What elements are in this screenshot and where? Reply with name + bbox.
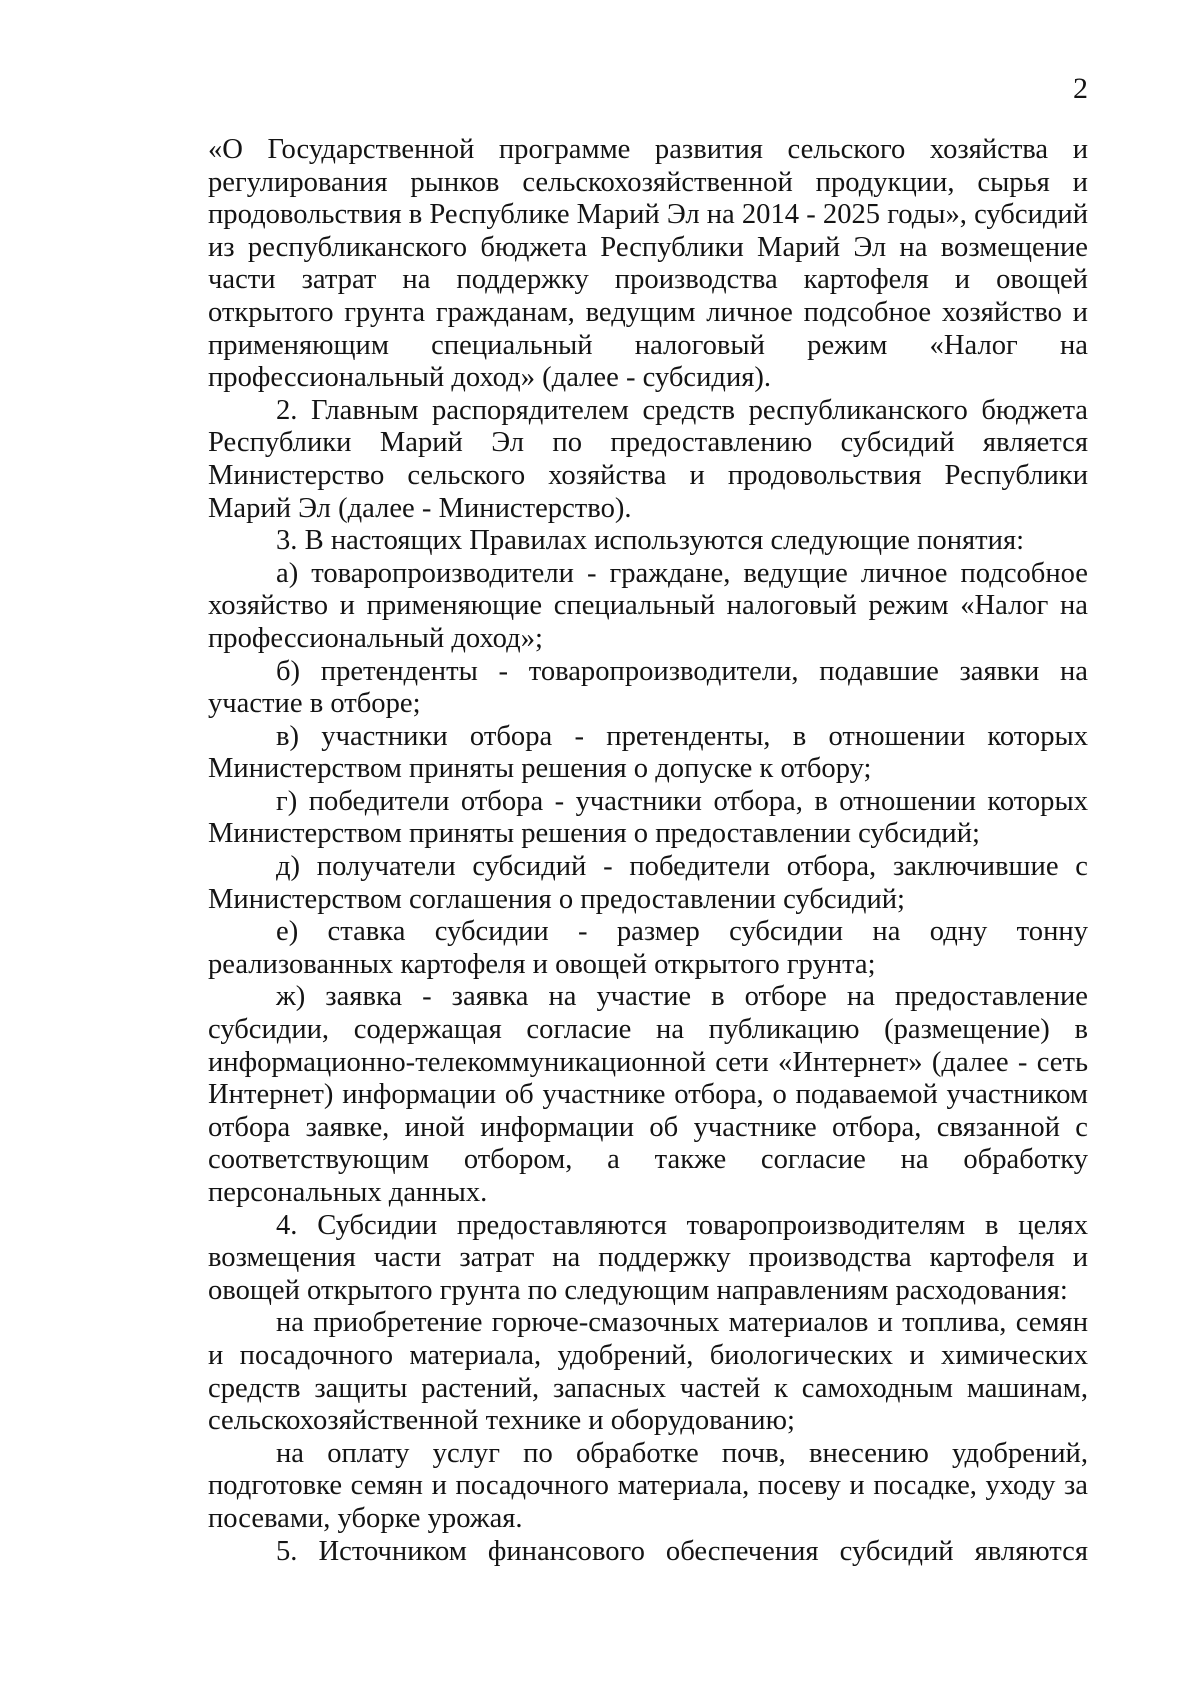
paragraph-item-3: 3. В настоящих Правилах используются следующие понятия: [276, 525, 1025, 557]
paragraph-item-3d: д) получатели субсидий - победители отбора, заключившие с Министерством соглашения о предоставлении субсидий; [208, 851, 1088, 915]
paragraph-item-3e: е) ставка субсидии - размер субсидии на одну тонну реализованных картофеля и овощей открытого грунта; [208, 916, 1088, 980]
paragraph-item-3a: а) товаропроизводители - граждане, ведущие личное подсобное хозяйство и применяющие специальный налоговый режим «Налог на профессиональный доход»; [208, 557, 1088, 654]
paragraph-item-2: 2. Главным распорядителем средств республиканского бюджета Республики Марий Эл по предоставлению субсидий является Министерство сельского хозяйства и продовольствия Республики Марий Эл (далее - Министерство). [208, 394, 1088, 524]
paragraph-item-3v: в) участники отбора - претенденты, в отношении которых Министерством приняты решения о допуске к отбору; [208, 720, 1088, 785]
paragraph-item-3zh: ж) заявка - заявка на участие в отборе на предоставление субсидии, содержащая согласие на публикацию (размещение) в информационно-телекоммуникационной сети «Интернет» (далее - сеть Интернет) информации об участнике отбора, о подаваемой участником отбора заявке, иной информации об участнике отбора, связанной с соответствующим отбором, а также согласие на обработку персональных данных. [208, 981, 1088, 1208]
paragraph-item-5: 5. Источником финансового обеспечения субсидий являются [276, 1535, 1088, 1567]
page-number: 2 [1073, 72, 1088, 105]
paragraph-item-4-services: на оплату услуг по обработке почв, внесению удобрений, подготовке семян и посадочного материала, посеву и посадке, уходу за посевами, уборке урожая. [208, 1437, 1088, 1534]
paragraph-item-3g: г) победители отбора - участники отбора, в отношении которых Министерством приняты решения о предоставлении субсидий; [208, 785, 1088, 850]
paragraph-program-continuation: «О Государственной программе развития сельского хозяйства и регулирования рынков сельскохозяйственной продукции, сырья и продовольствия в Республике Марий Эл на 2014 - 2025 годы», субсидий из республиканского бюджета Республики Марий Эл на возмещение части затрат на поддержку производства картофеля и овощей открытого грунта гражданам, ведущим личное подсобное хозяйство и применяющим специальный налоговый режим «Налог на профессиональный доход» (далее - субсидия). [208, 134, 1088, 394]
paragraph-item-4-purchase: на приобретение горюче-смазочных материалов и топлива, семян и посадочного материала, удобрений, биологических и химических средств защиты растений, запасных частей к самоходным машинам, сельскохозяйственной технике и оборудованию; [208, 1307, 1088, 1437]
paragraph-item-4: 4. Субсидии предоставляются товаропроизводителям в целях возмещения части затрат на поддержку производства картофеля и овощей открытого грунта по следующим направлениям расходования: [208, 1209, 1088, 1306]
document-body [208, 134, 1088, 1568]
paragraph-item-3b: б) претенденты - товаропроизводители, подавшие заявки на участие в отборе; [208, 655, 1088, 720]
